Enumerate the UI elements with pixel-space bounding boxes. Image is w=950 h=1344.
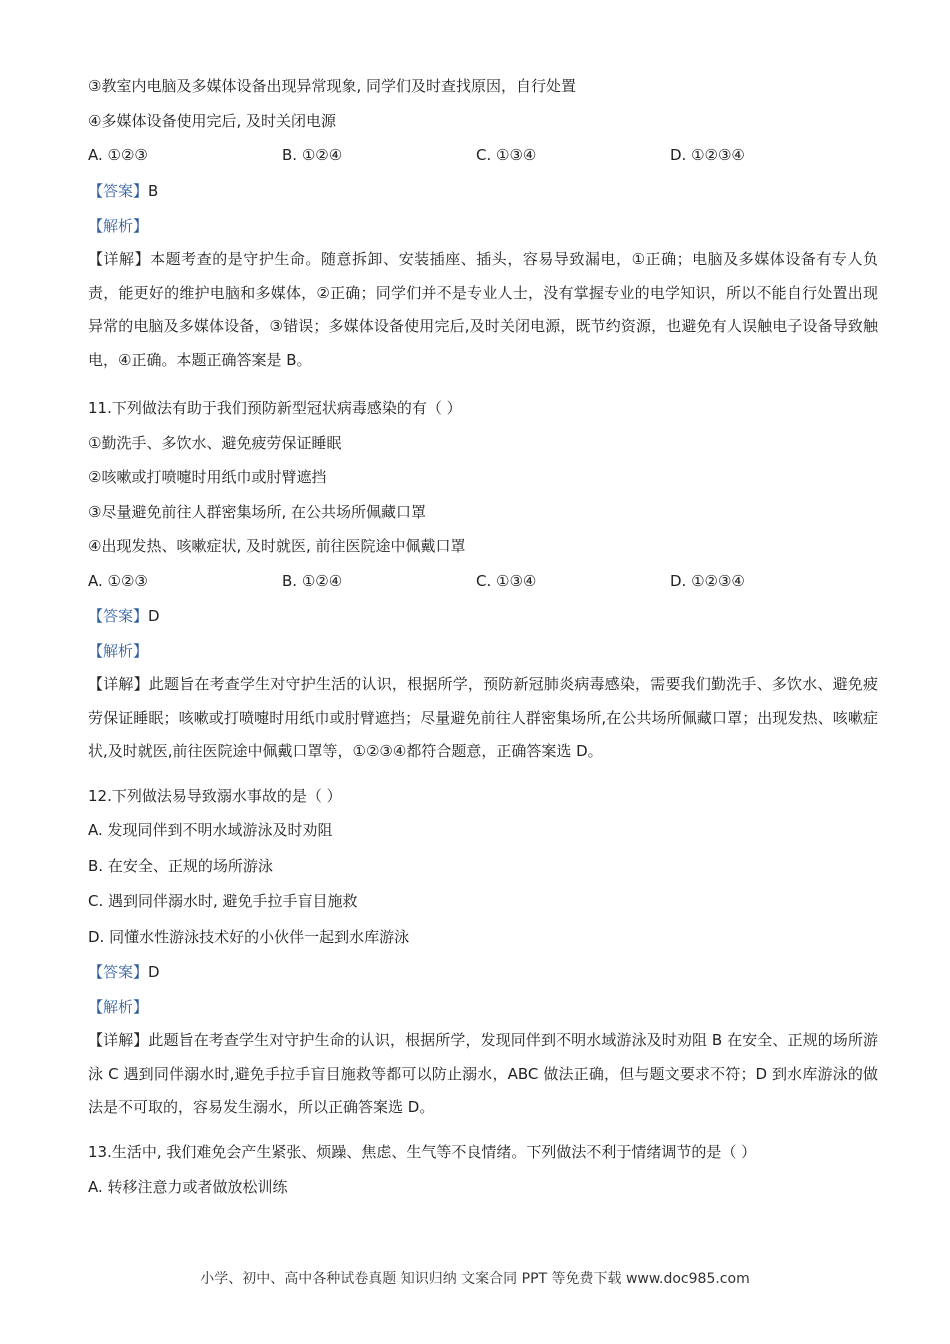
- q13-question: 13.生活中, 我们难免会产生紧张、烦躁、焦虑、生气等不良情绪。下列做法不利于情绪调节的是（ ）: [88, 1143, 757, 1161]
- q11-option-a: A. ①②③: [88, 572, 148, 590]
- q11-option-c: C. ①③④: [476, 572, 537, 590]
- q11-item-1: ①勤洗手、多饮水、避免疲劳保证睡眠: [88, 434, 342, 452]
- q11-detail: [88, 668, 878, 769]
- page-footer: 小学、初中、高中各种试卷真题 知识归纳 文案合同 PPT 等免费下载 www.doc985.com: [200, 1271, 750, 1287]
- analysis-label: 【解析】: [88, 217, 149, 235]
- q11-question: 11.下列做法有助于我们预防新型冠状病毒感染的有（ ）: [88, 399, 462, 417]
- q10-option-d: D. ①②③④: [670, 146, 745, 164]
- answer-value: B: [148, 182, 159, 200]
- answer-label: 【答案】: [88, 963, 149, 981]
- q10-item-4: ④多媒体设备使用完后, 及时关闭电源: [88, 112, 336, 130]
- analysis-label: 【解析】: [88, 998, 149, 1016]
- q11-item-3: ③尽量避免前往人群密集场所, 在公共场所佩藏口罩: [88, 503, 426, 521]
- q12-option-c: C. 遇到同伴溺水时, 避免手拉手盲目施救: [88, 892, 358, 910]
- answer-value: D: [148, 963, 160, 981]
- detail-label: 【详解】: [88, 675, 149, 693]
- q12-option-a: A. 发现同伴到不明水域游泳及时劝阻: [88, 821, 333, 839]
- q10-option-b: B. ①②④: [282, 146, 343, 164]
- q11-item-2: ②咳嗽或打喷嚏时用纸巾或肘臂遮挡: [88, 468, 327, 486]
- q10-detail: [88, 243, 878, 377]
- q12-question: 12.下列做法易导致溺水事故的是（ ）: [88, 787, 342, 805]
- detail-text: 此题旨在考查学生对守护生命的认识，根据所学，发现同伴到不明水域游泳及时劝阻 B 在安全、正规的场所游泳 C 遇到同伴溺水时,避免手拉手盲目施救等都可以防止溺水，ABC 做法正确，但与题文要求不符；D 到水库游泳的做法是不可取的，容易发生溺水，所以正确答案选 D。: [88, 1031, 878, 1116]
- q12-answer: [88, 962, 888, 982]
- q11-answer: [88, 606, 888, 626]
- q11-option-b: B. ①②④: [282, 572, 343, 590]
- analysis-label: 【解析】: [88, 642, 149, 660]
- detail-label: 【详解】: [88, 1031, 149, 1049]
- answer-label: 【答案】: [88, 607, 149, 625]
- q12-option-b: B. 在安全、正规的场所游泳: [88, 857, 273, 875]
- q11-analysis-label: [88, 641, 888, 661]
- q13-option-a: A. 转移注意力或者做放松训练: [88, 1178, 288, 1196]
- q11-item-4: ④出现发热、咳嗽症状, 及时就医, 前往医院途中佩戴口罩: [88, 537, 466, 555]
- q12-option-d: D. 同懂水性游泳技术好的小伙伴一起到水库游泳: [88, 928, 410, 946]
- q10-option-a: A. ①②③: [88, 146, 148, 164]
- q10-option-c: C. ①③④: [476, 146, 537, 164]
- detail-text: 此题旨在考查学生对守护生活的认识，根据所学，预防新冠肺炎病毒感染，需要我们勤洗手、多饮水、避免疲劳保证睡眠；咳嗽或打喷嚏时用纸巾或肘臂遮挡；尽量避免前往人群密集场所,在公共场所佩藏口罩；出现发热、咳嗽症状,及时就医,前往医院途中佩戴口罩等，①②③④都符合题意，正确答案选 D。: [88, 675, 878, 760]
- q12-analysis-label: [88, 997, 888, 1017]
- q10-item-3: ③教室内电脑及多媒体设备出现异常现象, 同学们及时查找原因，自行处置: [88, 77, 576, 95]
- answer-label: 【答案】: [88, 182, 149, 200]
- q12-detail: [88, 1024, 878, 1125]
- q10-analysis-label: [88, 216, 888, 236]
- q10-answer: [88, 181, 888, 201]
- q11-option-d: D. ①②③④: [670, 572, 745, 590]
- answer-value: D: [148, 607, 160, 625]
- detail-text: 本题考查的是守护生命。随意拆卸、安装插座、插头，容易导致漏电，①正确；电脑及多媒体设备有专人负责，能更好的维护电脑和多媒体，②正确；同学们并不是专业人士，没有掌握专业的电学知识，所以不能自行处置出现异常的电脑及多媒体设备，③错误；多媒体设备使用完后,及时关闭电源，既节约资源，也避免有人误触电子设备导致触电，④正确。本题正确答案是 B。: [88, 250, 878, 369]
- detail-label: 【详解】: [88, 250, 151, 268]
